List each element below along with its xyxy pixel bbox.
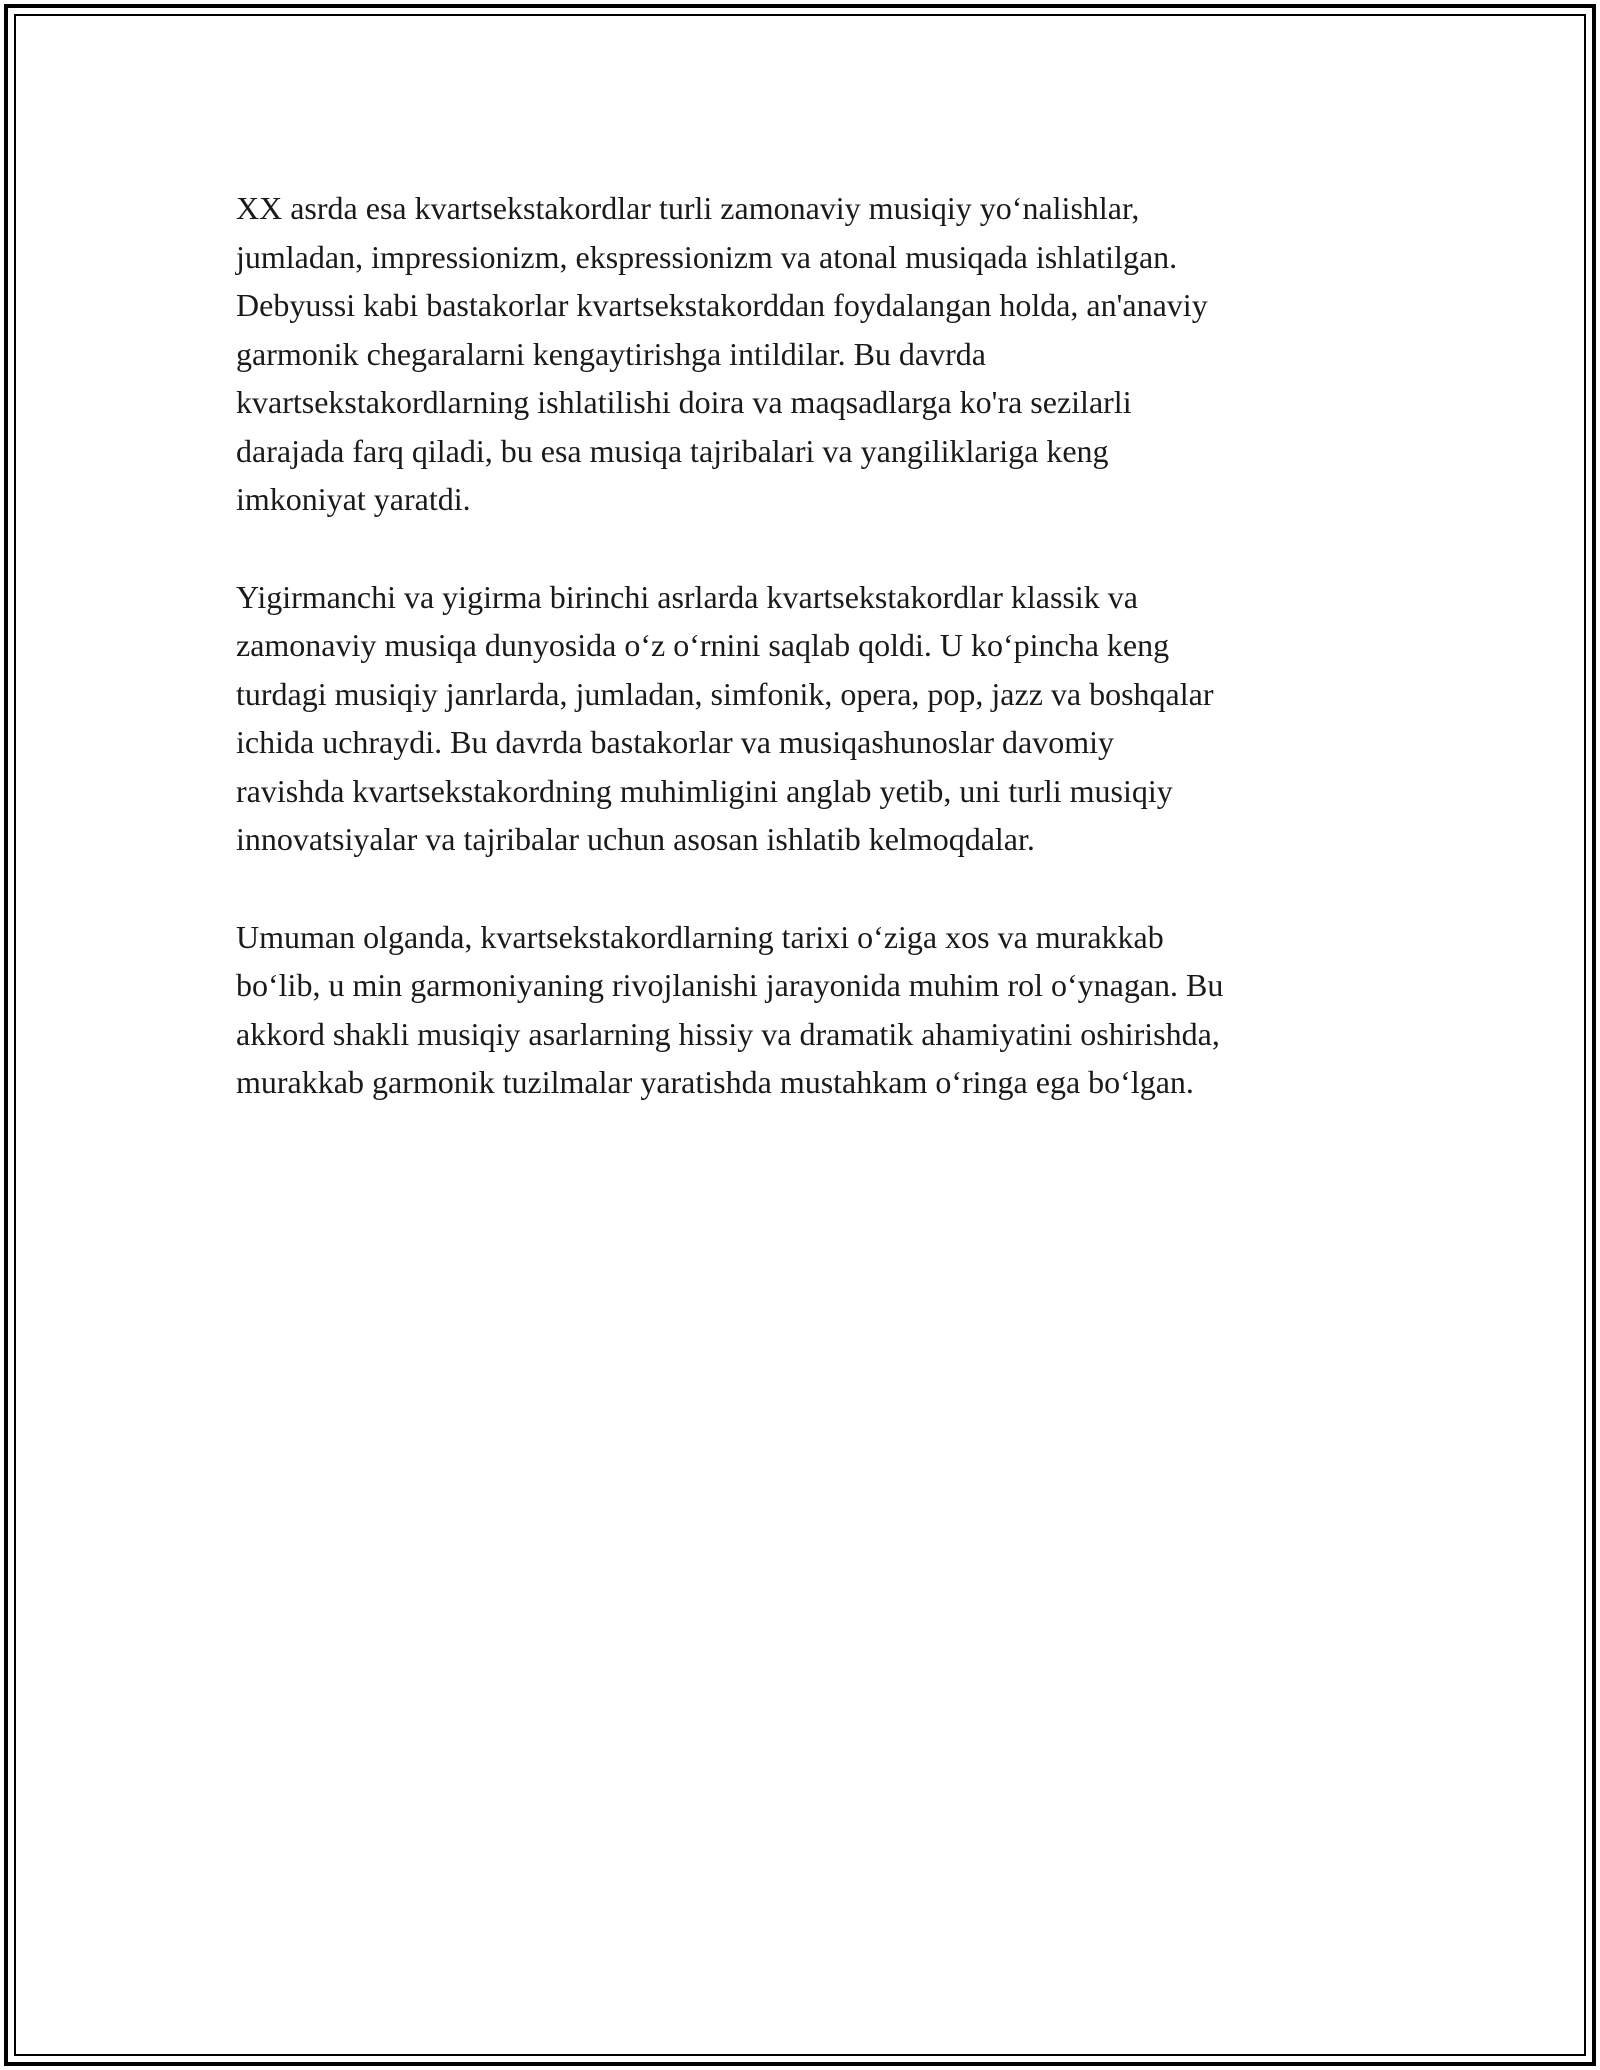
paragraph-1 [236, 184, 1386, 524]
text-line: jumladan, impressionizm, ekspressionizm va atonal musiqada ishlatilgan. [236, 238, 1178, 275]
text-line: turdagi musiqiy janrlarda, jumladan, simfonik, opera, pop, jazz va boshqalar [236, 675, 1214, 712]
text-line: ravishda kvartsekstakordning muhimligini anglab yetib, uni turli musiqiy [236, 772, 1173, 809]
text-line: akkord shakli musiqiy asarlarning hissiy va dramatik ahamiyatini oshirishda, [236, 1015, 1220, 1052]
text-line: Yigirmanchi va yigirma birinchi asrlarda kvartsekstakordlar klassik va [236, 578, 1138, 615]
text-line: Umuman olganda, kvartsekstakordlarning tarixi o‘ziga xos va murakkab [236, 918, 1164, 955]
text-line: zamonaviy musiqa dunyosida o‘z o‘rnini saqlab qoldi. U ko‘pincha keng [236, 627, 1170, 663]
text-line: garmonik chegaralarni kengaytirishga intildilar. Bu davrda [236, 335, 986, 372]
text-line: darajada farq qiladi, bu esa musiqa tajribalari va yangiliklariga keng [236, 432, 1109, 469]
paragraph-3 [236, 913, 1386, 1107]
document-body [236, 184, 1386, 1156]
text-line: kvartsekstakordlarning ishlatilishi doira va maqsadlarga ko'ra sezilarli [236, 384, 1132, 420]
paragraph-2 [236, 573, 1386, 864]
text-line: bo‘lib, u min garmoniyaning rivojlanishi jarayonida muhim rol o‘ynagan. Bu [236, 967, 1224, 1003]
text-line: imkoniyat yaratdi. [236, 481, 471, 517]
text-line: ichida uchraydi. Bu davrda bastakorlar va musiqashunoslar davomiy [236, 724, 1114, 760]
text-line: innovatsiyalar va tajribalar uchun asosan ishlatib kelmoqdalar. [236, 821, 1035, 857]
text-line: Debyussi kabi bastakorlar kvartsekstakorddan foydalangan holda, an'anaviy [236, 287, 1208, 323]
text-line: murakkab garmonik tuzilmalar yaratishda mustahkam o‘ringa ega bo‘lgan. [236, 1064, 1194, 1100]
text-line: XX asrda esa kvartsekstakordlar turli zamonaviy musiqiy yo‘nalishlar, [236, 190, 1140, 226]
